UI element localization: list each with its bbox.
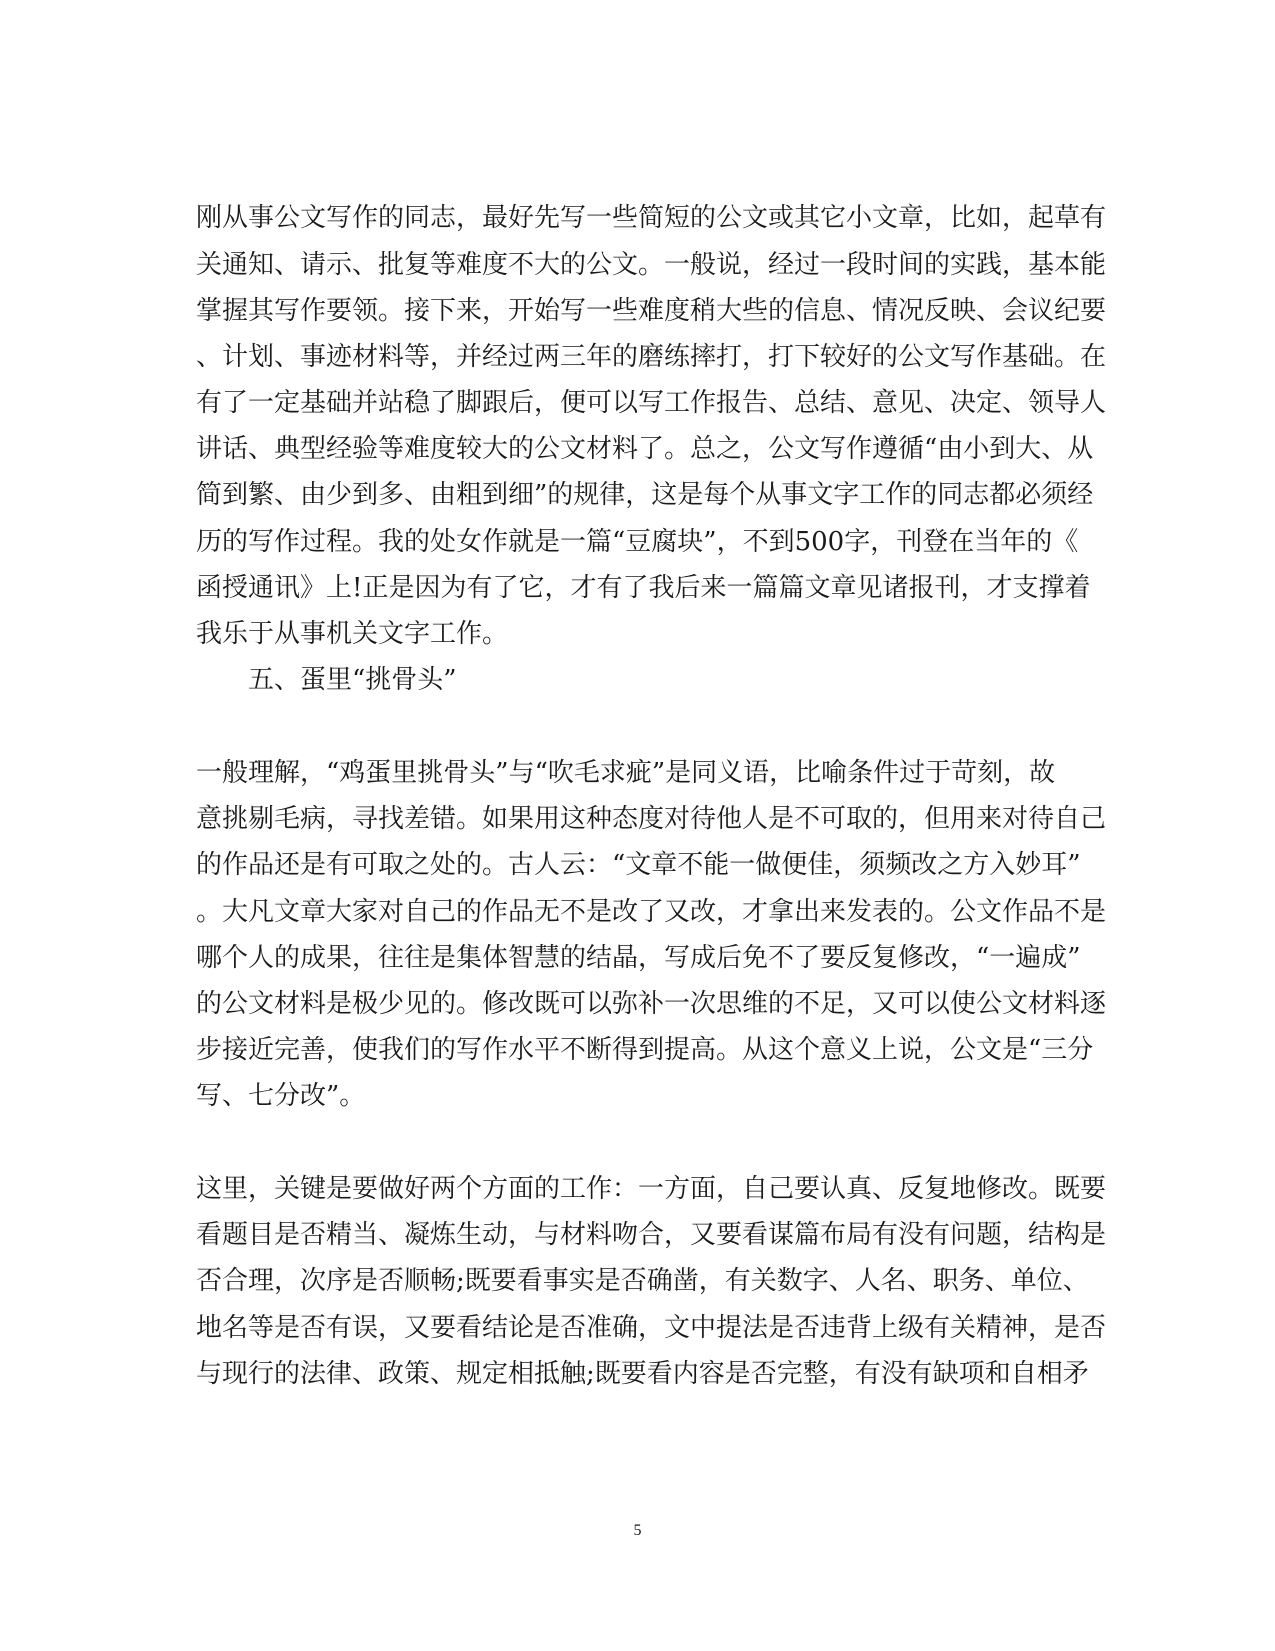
section-heading: 五、蛋里“挑骨头”: [248, 665, 457, 695]
text-line: 、计划、事迹材料等，并经过两三年的磨练摔打，打下较好的公文写作基础。在: [196, 342, 1107, 372]
text-line: 讲话、典型经验等难度较大的公文材料了。总之，公文写作遵循“由小到大、从: [196, 434, 1094, 464]
text-line: 。大凡文章大家对自己的作品无不是改了又改，才拿出来发表的。公文作品不是: [196, 897, 1107, 927]
text-line: 关通知、请示、批复等难度不大的公文。一般说，经过一段时间的实践，基本能: [196, 250, 1107, 280]
text-line: 历的写作过程。我的处女作就是一篇“豆腐块”，不到500字，刊登在当年的《: [196, 527, 1079, 557]
text-line: 的作品还是有可取之处的。古人云：“文章不能一做便佳，须频改之方入妙耳”: [196, 850, 1081, 880]
text-line: 地名等是否有误，又要看结论是否准确，文中提法是否违背上级有关精神，是否: [196, 1313, 1107, 1343]
text-line: 步接近完善，使我们的写作水平不断得到提高。从这个意义上说，公文是“三分: [196, 1035, 1094, 1065]
text-line: 简到繁、由少到多、由粗到细”的规律，这是每个从事文字工作的同志都必须经: [196, 480, 1094, 510]
text-line: 我乐于从事机关文字工作。: [196, 619, 509, 649]
text-line: 的公文材料是极少见的。修改既可以弥补一次思维的不足，又可以使公文材料逐: [196, 989, 1107, 1019]
text-line: 写、七分改”。: [196, 1081, 366, 1111]
text-line: 意挑剔毛病，寻找差错。如果用这种态度对待他人是不可取的，但用来对待自己: [196, 804, 1107, 834]
text-line: 一般理解，“鸡蛋里挑骨头”与“吹毛求疵”是同义语，比喻条件过于苛刻，故: [196, 758, 1056, 788]
text-line: 这里，关键是要做好两个方面的工作：一方面，自己要认真、反复地修改。既要: [196, 1174, 1107, 1204]
text-line: 哪个人的成果，往往是集体智慧的结晶，写成后免不了要反复修改，“一遍成”: [196, 943, 1081, 973]
text-line: 刚从事公文写作的同志，最好先写一些简短的公文或其它小文章，比如，起草有: [196, 203, 1107, 233]
text-line: 有了一定基础并站稳了脚跟后，便可以写工作报告、总结、意见、决定、领导人: [196, 388, 1107, 418]
text-line: 与现行的法律、政策、规定相抵触;既要看内容是否完整，有没有缺项和自相矛: [196, 1359, 1089, 1389]
page-number: 5: [633, 1522, 642, 1539]
text-line: 看题目是否精当、凝炼生动，与材料吻合，又要看谋篇布局有没有问题，结构是: [196, 1220, 1107, 1250]
text-line: 掌握其写作要领。接下来，开始写一些难度稍大些的信息、情况反映、会议纪要: [196, 296, 1107, 326]
text-line: 否合理，次序是否顺畅;既要看事实是否确凿，有关数字、人名、职务、单位、: [196, 1266, 1089, 1296]
text-line: 函授通讯》上!正是因为有了它，才有了我后来一篇篇文章见诸报刊，才支撑着: [196, 573, 1091, 603]
